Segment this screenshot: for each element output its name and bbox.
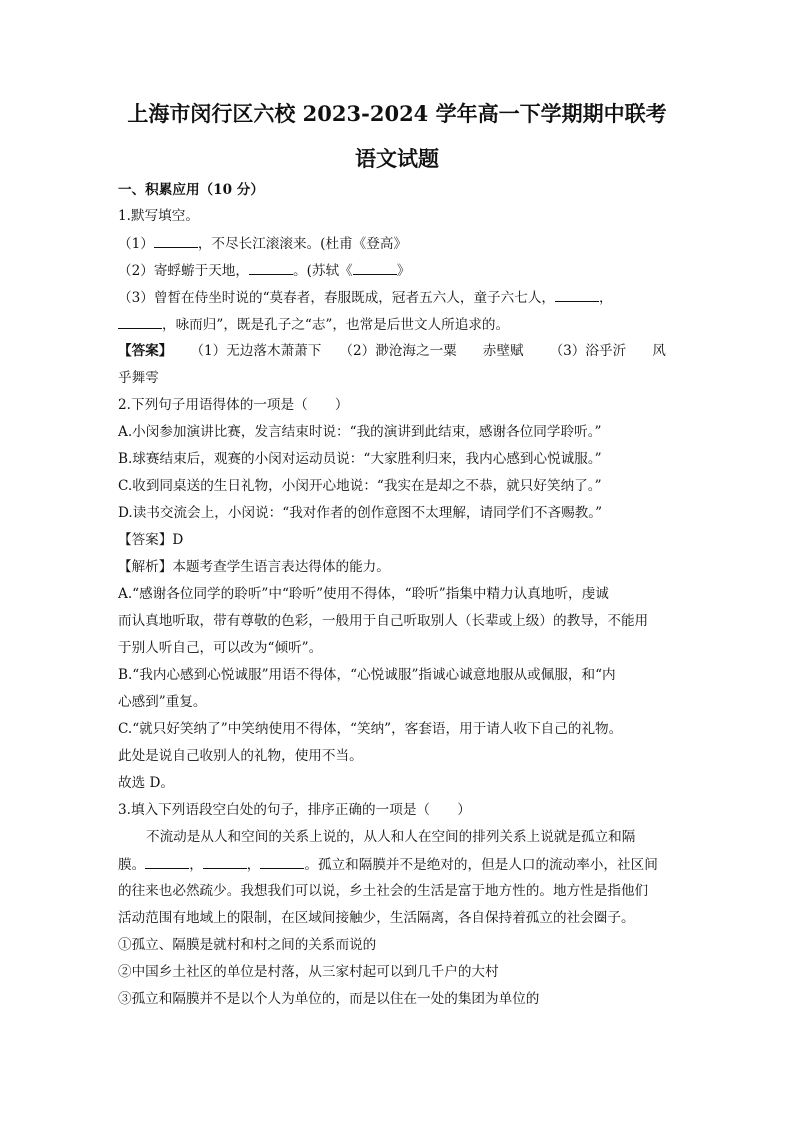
- q1-item-1: [118, 233, 678, 254]
- fill-blank: [203, 854, 247, 869]
- q1-item-3-line2: [118, 314, 678, 335]
- fill-blank: [154, 233, 198, 248]
- q2-option-a: A.小闵参加演讲比赛，发言结束时说：“我的演讲到此结束，感谢各位同学聆听。”: [118, 424, 602, 440]
- answer-label: 【答案】: [118, 343, 173, 359]
- q2-analysis-a-3: 于别人听自己，可以改为“倾听”。: [118, 640, 323, 656]
- q3-passage-text: 。孤立和隔膜并不是绝对的，但是人口的流动率小，社区间: [304, 857, 658, 873]
- fill-blank: [145, 854, 189, 869]
- q2-analysis-a-2: 而认真地听取，带有尊敬的色彩，一般用于自己听取别人（长辈或上级）的教导，不能用: [118, 613, 649, 629]
- q2-analysis-b-1: B.“我内心感到心悦诚服”用语不得体，“心悦诚服”指诚心诚意地服从或佩服，和“内: [118, 667, 616, 683]
- q1-item-3-comma: ，: [599, 290, 613, 306]
- q3-passage-line-3: 的往来也必然疏少。我想我们可以说，乡土社会的生活是富于地方性的。地方性是指他们: [118, 883, 649, 899]
- answer-2: （2）渺沧海之一粟: [339, 343, 457, 359]
- q3-sep: ，: [189, 857, 203, 873]
- answer-4: （3）浴乎沂: [549, 343, 627, 359]
- q3-passage-line-4: 活动范围有地域上的限制，在区域间接触少，生活隔离，各自保持着孤立的社会圈子。: [118, 910, 635, 926]
- q2-analysis: 【解析】本题考查学生语言表达得体的能力。: [118, 559, 390, 575]
- q2-stem: 2.下列句子用语得体的一项是（ ）: [118, 397, 349, 413]
- q1-item-2-mid: 。(苏轼《: [293, 263, 353, 279]
- q1-item-2-prefix: （2）寄蜉蝣于天地，: [118, 263, 249, 279]
- fill-blank: [118, 314, 162, 329]
- fill-blank: [249, 260, 293, 275]
- q3-passage-line-1: 不流动是从人和空间的关系上说的，从人和人在空间的排列关系上说就是孤立和隔: [146, 829, 636, 845]
- q1-answer: [118, 341, 678, 361]
- q1-stem: 1.默写填空。: [118, 208, 199, 224]
- fill-blank: [353, 260, 397, 275]
- q2-answer: 【答案】D: [118, 532, 184, 548]
- q1-item-3-line1: [118, 287, 678, 308]
- q3-sentence-2: ②中国乡土社区的单位是村落，从三家村起可以到几千户的大村: [118, 964, 499, 980]
- section-heading: 一、积累应用（10 分）: [118, 182, 264, 198]
- answer-5: 风: [652, 343, 666, 359]
- answer-1: （1）无边落木萧萧下: [190, 343, 322, 359]
- q1-item-2-end: 》: [396, 263, 411, 279]
- fill-blank: [555, 287, 599, 302]
- fill-blank: [260, 854, 304, 869]
- q1-item-1-prefix: （1）: [118, 236, 154, 252]
- q1-item-1-text: ，不尽长江滚滚来。(杜甫《登高》: [197, 236, 408, 252]
- q3-stem: 3.填入下列语段空白处的句子，排序正确的一项是（ ）: [118, 802, 471, 818]
- document-title: 上海市闵行区六校 2023-2024 学年高一下学期期中联考: [127, 101, 667, 126]
- q3-passage-line-2: [118, 854, 678, 875]
- q2-analysis-c-1: C.“就只好笑纳了”中笑纳使用不得体，“笑纳”，客套语，用于请人收下自己的礼物。: [118, 721, 623, 737]
- q2-option-c: C.收到同桌送的生日礼物，小闵开心地说：“我实在是却之不恭，就只好笑纳了。”: [118, 478, 602, 494]
- q2-analysis-b-2: 心感到”重复。: [118, 694, 207, 710]
- q3-sep: ，: [246, 857, 261, 873]
- q3-sentence-1: ①孤立、隔膜是就村和村之间的关系而说的: [118, 937, 377, 953]
- q3-sentence-3: ③孤立和隔膜并不是以个人为单位的，而是以住在一处的集团为单位的: [118, 991, 540, 1007]
- q2-option-b: B.球赛结束后，观赛的小闵对运动员说：“大家胜利归来，我内心感到心悦诚服。”: [118, 451, 602, 467]
- q2-conclusion: 故选 D。: [118, 775, 175, 791]
- document-subtitle: 语文试题: [355, 146, 439, 171]
- q2-option-d: D.读书交流会上，小闵说：“我对作者的创作意图不太理解，请同学们不吝赐教。”: [118, 505, 603, 521]
- q2-analysis-c-2: 此处是说自己收别人的礼物，使用不当。: [118, 748, 363, 764]
- q3-passage-prefix: 膜。: [118, 857, 146, 873]
- q1-item-2: [118, 260, 678, 281]
- q1-answer-line2: 乎舞雩: [118, 370, 159, 386]
- q1-item-3-text: （3）曾皙在侍坐时说的“莫春者，春服既成，冠者五六人，童子六七人，: [118, 290, 556, 306]
- q1-item-3-text2: ，咏而归”，既是孔子之“志”，也常是后世文人所追求的。: [162, 317, 510, 333]
- answer-3: 赤壁赋: [482, 343, 524, 359]
- q2-analysis-a-1: A.“感谢各位同学的聆听”中“聆听”使用不得体，“聆听”指集中精力认真地听，虔诚: [118, 586, 609, 602]
